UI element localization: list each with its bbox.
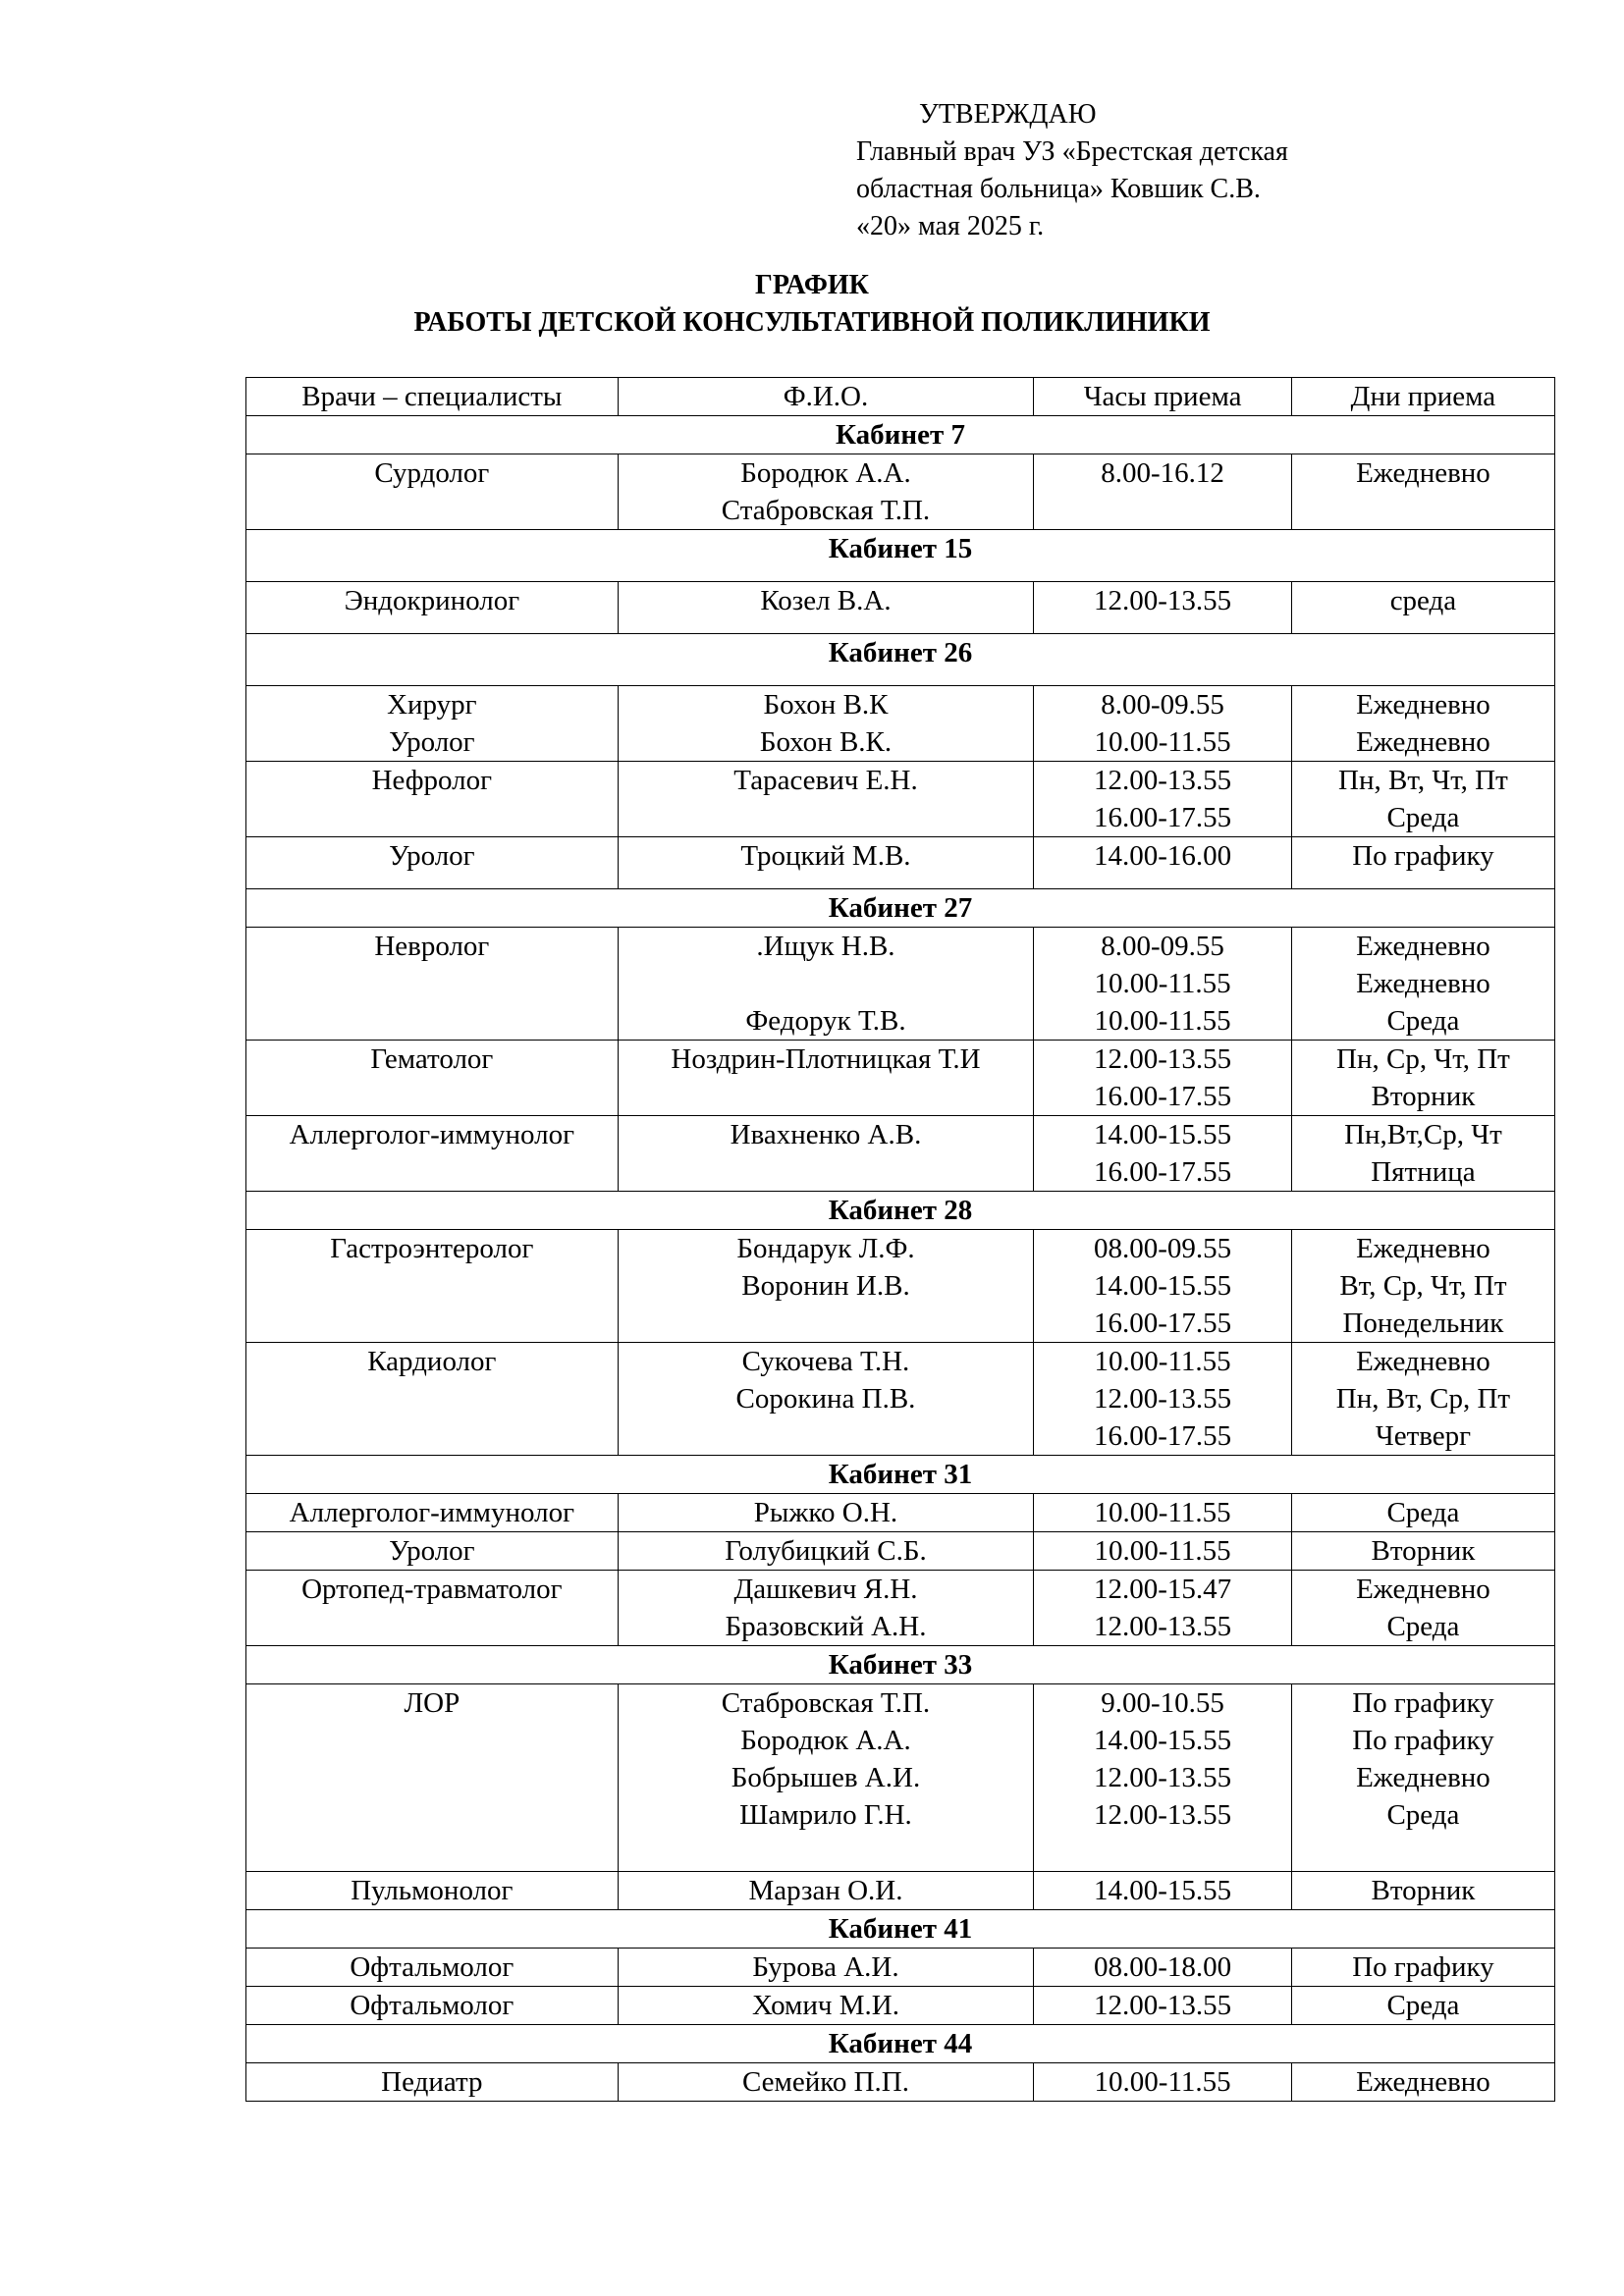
hours-cell bbox=[1034, 1684, 1292, 1872]
schedule-body bbox=[246, 416, 1555, 2102]
specialist-cell-line: Педиатр bbox=[381, 2066, 483, 2098]
name-cell bbox=[618, 1041, 1034, 1116]
hours-cell-line: 12.00-13.55 bbox=[1094, 1799, 1232, 1831]
name-cell bbox=[618, 686, 1034, 762]
name-cell bbox=[618, 837, 1034, 889]
name-cell-line: Ивахненко А.В. bbox=[730, 1119, 922, 1150]
specialist-cell-line: ЛОР bbox=[404, 1687, 460, 1719]
days-cell bbox=[1291, 1949, 1554, 1987]
name-cell-line: Федорук Т.В. bbox=[745, 1005, 906, 1037]
name-cell-line: Козел В.А. bbox=[760, 585, 892, 616]
table-row bbox=[246, 582, 1555, 634]
specialist-cell-line: Уролог bbox=[389, 840, 475, 872]
specialist-cell-line: Офтальмолог bbox=[350, 1990, 514, 2021]
hours-cell-line: 8.00-09.55 bbox=[1101, 689, 1224, 721]
document-title: ГРАФИК bbox=[755, 270, 869, 300]
days-cell bbox=[1291, 1684, 1554, 1872]
days-cell-line: Среда bbox=[1386, 1799, 1460, 1831]
specialist-cell-line: Аллерголог-иммунолог bbox=[289, 1497, 574, 1528]
name-cell-line: Шамрило Г.Н. bbox=[739, 1799, 912, 1831]
days-cell bbox=[1291, 1116, 1554, 1192]
hours-cell bbox=[1034, 1343, 1292, 1456]
approval-line: областная больница» Ковшик С.В. bbox=[856, 174, 1261, 204]
specialist-cell bbox=[246, 837, 619, 889]
specialist-cell bbox=[246, 2063, 619, 2102]
specialist-cell bbox=[246, 454, 619, 530]
table-row bbox=[246, 1532, 1555, 1571]
hours-cell-line: 10.00-11.55 bbox=[1094, 1535, 1231, 1567]
name-cell-line: Воронин И.В. bbox=[741, 1270, 910, 1302]
table-row bbox=[246, 686, 1555, 762]
name-cell-line: Бурова А.И. bbox=[752, 1951, 899, 1983]
table-row bbox=[246, 1949, 1555, 1987]
name-cell-line: Семейко П.П. bbox=[741, 2066, 910, 2098]
specialist-cell-line: Уролог bbox=[389, 1535, 475, 1567]
cabinet-label: Кабинет 44 bbox=[246, 2025, 1555, 2063]
hours-cell-line: 08.00-09.55 bbox=[1094, 1233, 1232, 1264]
specialist-cell bbox=[246, 1532, 619, 1571]
specialist-cell bbox=[246, 1987, 619, 2025]
hours-cell bbox=[1034, 582, 1292, 634]
specialist-cell bbox=[246, 1230, 619, 1343]
days-cell-line: Вторник bbox=[1371, 1081, 1476, 1112]
days-cell-line: По графику bbox=[1352, 1951, 1494, 1983]
days-cell-line: Пн, Вт, Чт, Пт bbox=[1338, 765, 1508, 796]
days-cell-line: Пн, Ср, Чт, Пт bbox=[1336, 1043, 1510, 1075]
name-cell-line bbox=[623, 965, 1030, 1002]
hours-cell-line: 10.00-11.55 bbox=[1094, 1005, 1231, 1037]
hours-cell-line: 08.00-18.00 bbox=[1094, 1951, 1232, 1983]
days-cell-line: По графику bbox=[1352, 1725, 1494, 1756]
specialist-cell-line: Аллерголог-иммунолог bbox=[289, 1119, 574, 1150]
table-row bbox=[246, 1684, 1555, 1872]
hours-cell-line: 12.00-13.55 bbox=[1094, 765, 1232, 796]
cabinet-label: Кабинет 31 bbox=[246, 1456, 1555, 1494]
name-cell-line: Сорокина П.В. bbox=[735, 1383, 916, 1415]
approval-block bbox=[856, 96, 1288, 245]
cabinet-row bbox=[246, 530, 1555, 582]
days-cell-line: Среда bbox=[1386, 1611, 1460, 1642]
days-cell bbox=[1291, 837, 1554, 889]
name-cell bbox=[618, 762, 1034, 837]
days-cell-line: Среда bbox=[1386, 1990, 1460, 2021]
days-cell bbox=[1291, 1987, 1554, 2025]
name-cell bbox=[618, 1949, 1034, 1987]
cabinet-label: Кабинет 15 bbox=[246, 530, 1555, 582]
days-cell-line: Среда bbox=[1386, 1497, 1460, 1528]
days-cell bbox=[1291, 1041, 1554, 1116]
hours-cell-line: 12.00-13.55 bbox=[1094, 1611, 1232, 1642]
days-cell-line: Ежедневно bbox=[1356, 2066, 1490, 2098]
cabinet-row bbox=[246, 889, 1555, 928]
document-titles bbox=[0, 267, 1624, 342]
specialist-cell bbox=[246, 1494, 619, 1532]
name-cell-line: Рыжко О.Н. bbox=[753, 1497, 898, 1528]
specialist-cell bbox=[246, 1343, 619, 1456]
days-cell bbox=[1291, 1343, 1554, 1456]
days-cell bbox=[1291, 1872, 1554, 1910]
days-cell bbox=[1291, 762, 1554, 837]
name-cell-line: Стабровская Т.П. bbox=[721, 495, 931, 526]
cabinet-label: Кабинет 27 bbox=[246, 889, 1555, 928]
hours-cell bbox=[1034, 1949, 1292, 1987]
hours-cell-line: 14.00-16.00 bbox=[1094, 840, 1232, 872]
days-cell-line: Среда bbox=[1386, 1005, 1460, 1037]
name-cell-line: Троцкий М.В. bbox=[740, 840, 911, 872]
days-cell-line: среда bbox=[1389, 585, 1457, 616]
name-cell bbox=[618, 1116, 1034, 1192]
days-cell bbox=[1291, 1571, 1554, 1646]
hours-cell-line: 12.00-13.55 bbox=[1094, 1990, 1232, 2021]
cabinet-label: Кабинет 28 bbox=[246, 1192, 1555, 1230]
hours-cell-line: 16.00-17.55 bbox=[1094, 802, 1232, 833]
hours-cell-line: 16.00-17.55 bbox=[1094, 1156, 1232, 1188]
name-cell bbox=[618, 582, 1034, 634]
specialist-cell-line: Сурдолог bbox=[374, 457, 490, 489]
specialist-cell bbox=[246, 1684, 619, 1872]
hours-cell bbox=[1034, 1571, 1292, 1646]
hours-cell-line: 14.00-15.55 bbox=[1094, 1270, 1232, 1302]
name-cell-line: Дашкевич Я.Н. bbox=[733, 1574, 918, 1605]
hours-cell-line: 9.00-10.55 bbox=[1101, 1687, 1224, 1719]
days-cell-line: Ежедневно bbox=[1356, 931, 1490, 962]
days-cell-line: Ежедневно bbox=[1356, 1233, 1490, 1264]
name-cell-line: Бохон В.К. bbox=[759, 726, 893, 758]
days-cell-line: Ежедневно bbox=[1356, 689, 1490, 721]
hours-cell-line: 10.00-11.55 bbox=[1094, 968, 1231, 999]
name-cell-line: Бородюк А.А. bbox=[740, 1725, 911, 1756]
table-row bbox=[246, 2063, 1555, 2102]
hours-cell bbox=[1034, 1494, 1292, 1532]
specialist-cell bbox=[246, 686, 619, 762]
hours-cell bbox=[1034, 762, 1292, 837]
name-cell-line: Бородюк А.А. bbox=[740, 457, 911, 489]
days-cell-line: Понедельник bbox=[1342, 1308, 1504, 1339]
table-row bbox=[246, 837, 1555, 889]
table-row bbox=[246, 1343, 1555, 1456]
days-cell bbox=[1291, 928, 1554, 1041]
hours-cell bbox=[1034, 1532, 1292, 1571]
specialist-cell-line: Эндокринолог bbox=[344, 585, 520, 616]
name-cell bbox=[618, 1571, 1034, 1646]
hours-cell-line: 8.00-09.55 bbox=[1101, 931, 1224, 962]
days-cell bbox=[1291, 1494, 1554, 1532]
name-cell bbox=[618, 1494, 1034, 1532]
name-cell bbox=[618, 1532, 1034, 1571]
hours-cell-line: 12.00-15.47 bbox=[1094, 1574, 1232, 1605]
name-cell-line: Голубицкий С.Б. bbox=[725, 1535, 927, 1567]
table-row bbox=[246, 454, 1555, 530]
name-cell bbox=[618, 1684, 1034, 1872]
cabinet-row bbox=[246, 1646, 1555, 1684]
table-row bbox=[246, 762, 1555, 837]
days-cell-line: Четверг bbox=[1375, 1420, 1472, 1452]
days-cell-line: По графику bbox=[1352, 840, 1494, 872]
hours-cell-line: 14.00-15.55 bbox=[1094, 1119, 1232, 1150]
cabinet-label: Кабинет 41 bbox=[246, 1910, 1555, 1949]
hours-cell-line: 14.00-15.55 bbox=[1094, 1725, 1232, 1756]
name-cell-line: Стабровская Т.П. bbox=[721, 1687, 931, 1719]
specialist-cell-line: Пульмонолог bbox=[351, 1875, 514, 1906]
approval-heading: УТВЕРЖДАЮ bbox=[919, 99, 1097, 130]
days-cell-line: Пн,Вт,Ср, Чт bbox=[1344, 1119, 1502, 1150]
name-cell bbox=[618, 1872, 1034, 1910]
hours-cell bbox=[1034, 2063, 1292, 2102]
days-cell-line: Пн, Вт, Ср, Пт bbox=[1335, 1383, 1511, 1415]
table-row bbox=[246, 1041, 1555, 1116]
approval-date: «20» мая 2025 г. bbox=[856, 211, 1045, 241]
name-cell-line: .Ищук Н.В. bbox=[756, 931, 895, 962]
days-cell-line: Ежедневно bbox=[1356, 968, 1490, 999]
hours-cell bbox=[1034, 1230, 1292, 1343]
specialist-cell bbox=[246, 1949, 619, 1987]
hours-cell-line: 8.00-16.12 bbox=[1101, 457, 1224, 489]
table-row bbox=[246, 928, 1555, 1041]
hours-cell bbox=[1034, 1041, 1292, 1116]
specialist-cell-line: Хирург bbox=[387, 689, 477, 721]
header-specialists: Врачи – специалисты bbox=[246, 378, 619, 416]
hours-cell-line: 16.00-17.55 bbox=[1094, 1308, 1232, 1339]
schedule-table bbox=[245, 377, 1555, 2102]
name-cell-line: Бобрышев А.И. bbox=[731, 1762, 921, 1793]
days-cell-line: По графику bbox=[1352, 1687, 1494, 1719]
hours-cell-line: 12.00-13.55 bbox=[1094, 1762, 1232, 1793]
hours-cell-line: 16.00-17.55 bbox=[1094, 1081, 1232, 1112]
days-cell bbox=[1291, 454, 1554, 530]
specialist-cell-line: Невролог bbox=[374, 931, 490, 962]
specialist-cell bbox=[246, 1571, 619, 1646]
specialist-cell-line: Уролог bbox=[389, 726, 475, 758]
cabinet-row bbox=[246, 416, 1555, 454]
document-subtitle: РАБОТЫ ДЕТСКОЙ КОНСУЛЬТАТИВНОЙ ПОЛИКЛИНИКИ bbox=[413, 307, 1211, 338]
hours-cell bbox=[1034, 1872, 1292, 1910]
name-cell bbox=[618, 454, 1034, 530]
days-cell bbox=[1291, 2063, 1554, 2102]
hours-cell bbox=[1034, 1116, 1292, 1192]
days-cell-line: Ежедневно bbox=[1356, 1574, 1490, 1605]
name-cell-line: Сукочева Т.Н. bbox=[741, 1346, 910, 1377]
table-header-row bbox=[246, 378, 1555, 416]
cabinet-label: Кабинет 33 bbox=[246, 1646, 1555, 1684]
specialist-cell bbox=[246, 928, 619, 1041]
header-full-name: Ф.И.О. bbox=[618, 378, 1034, 416]
specialist-cell bbox=[246, 762, 619, 837]
days-cell bbox=[1291, 1532, 1554, 1571]
days-cell-line: Вторник bbox=[1371, 1535, 1476, 1567]
hours-cell bbox=[1034, 928, 1292, 1041]
days-cell-line: Ежедневно bbox=[1356, 726, 1490, 758]
days-cell-line: Ежедневно bbox=[1356, 1346, 1490, 1377]
name-cell-line: Тарасевич Е.Н. bbox=[733, 765, 918, 796]
cabinet-row bbox=[246, 634, 1555, 686]
specialist-cell-line: Нефролог bbox=[371, 765, 493, 796]
name-cell-line: Бразовский А.Н. bbox=[725, 1611, 927, 1642]
cabinet-label: Кабинет 7 bbox=[246, 416, 1555, 454]
hours-cell-line: 10.00-11.55 bbox=[1094, 726, 1231, 758]
specialist-cell bbox=[246, 1116, 619, 1192]
table-row bbox=[246, 1872, 1555, 1910]
days-cell-line: Ежедневно bbox=[1356, 457, 1490, 489]
table-row bbox=[246, 1987, 1555, 2025]
cabinet-label: Кабинет 26 bbox=[246, 634, 1555, 686]
cabinet-row bbox=[246, 1910, 1555, 1949]
name-cell bbox=[618, 2063, 1034, 2102]
days-cell-line: Пятница bbox=[1371, 1156, 1476, 1188]
table-row bbox=[246, 1571, 1555, 1646]
days-cell-line: Ежедневно bbox=[1356, 1762, 1490, 1793]
table-row bbox=[246, 1230, 1555, 1343]
hours-cell-line: 12.00-13.55 bbox=[1094, 1383, 1232, 1415]
name-cell-line: Бондарук Л.Ф. bbox=[736, 1233, 915, 1264]
table-row bbox=[246, 1494, 1555, 1532]
name-cell-line: Марзан О.И. bbox=[748, 1875, 903, 1906]
name-cell-line: Ноздрин-Плотницкая Т.И bbox=[671, 1043, 981, 1075]
specialist-cell-line: Офтальмолог bbox=[350, 1951, 514, 1983]
cabinet-row bbox=[246, 1456, 1555, 1494]
name-cell bbox=[618, 928, 1034, 1041]
hours-cell-line: 10.00-11.55 bbox=[1094, 1497, 1231, 1528]
hours-cell-line: 12.00-13.55 bbox=[1094, 585, 1232, 616]
days-cell-line: Среда bbox=[1386, 802, 1460, 833]
name-cell bbox=[618, 1987, 1034, 2025]
days-cell-line: Вторник bbox=[1371, 1875, 1476, 1906]
hours-cell-line: 12.00-13.55 bbox=[1094, 1043, 1232, 1075]
hours-cell-line: 10.00-11.55 bbox=[1094, 1346, 1231, 1377]
days-cell-line: Вт, Ср, Чт, Пт bbox=[1339, 1270, 1507, 1302]
name-cell bbox=[618, 1230, 1034, 1343]
header-days: Дни приема bbox=[1291, 378, 1554, 416]
specialist-cell-line: Гематолог bbox=[370, 1043, 494, 1075]
days-cell bbox=[1291, 1230, 1554, 1343]
days-cell bbox=[1291, 686, 1554, 762]
hours-cell bbox=[1034, 1987, 1292, 2025]
specialist-cell-line: Гастроэнтеролог bbox=[330, 1233, 534, 1264]
specialist-cell-line: Кардиолог bbox=[367, 1346, 497, 1377]
specialist-cell bbox=[246, 1041, 619, 1116]
cabinet-row bbox=[246, 2025, 1555, 2063]
cabinet-row bbox=[246, 1192, 1555, 1230]
name-cell bbox=[618, 1343, 1034, 1456]
specialist-cell bbox=[246, 1872, 619, 1910]
hours-cell bbox=[1034, 837, 1292, 889]
name-cell-line: Хомич М.И. bbox=[751, 1990, 899, 2021]
hours-cell bbox=[1034, 686, 1292, 762]
specialist-cell bbox=[246, 582, 619, 634]
approval-line: Главный врач УЗ «Брестская детская bbox=[856, 136, 1288, 167]
days-cell bbox=[1291, 582, 1554, 634]
hours-cell bbox=[1034, 454, 1292, 530]
hours-cell-line: 10.00-11.55 bbox=[1094, 2066, 1231, 2098]
name-cell-line: Бохон В.К bbox=[763, 689, 889, 721]
table-row bbox=[246, 1116, 1555, 1192]
header-hours: Часы приема bbox=[1034, 378, 1292, 416]
specialist-cell-line: Ортопед-травматолог bbox=[301, 1574, 563, 1605]
hours-cell-line: 16.00-17.55 bbox=[1094, 1420, 1232, 1452]
hours-cell-line: 14.00-15.55 bbox=[1094, 1875, 1232, 1906]
